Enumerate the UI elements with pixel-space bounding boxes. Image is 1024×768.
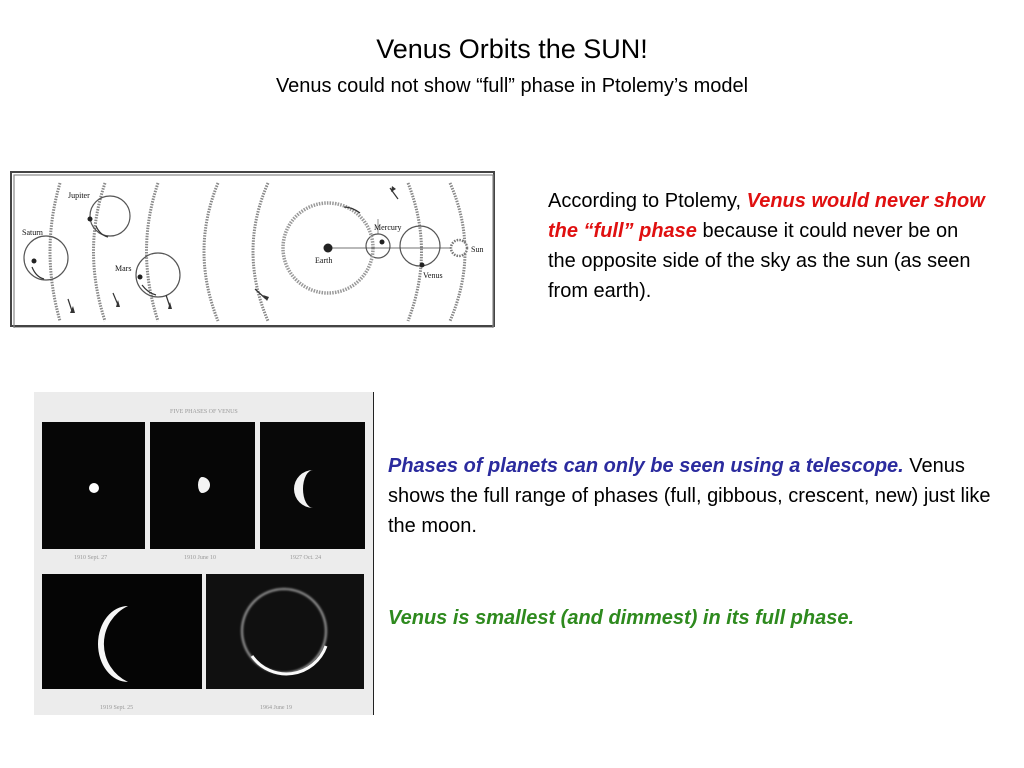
smallest-statement: Venus is smallest (and dimmest) in its full phase. <box>388 607 855 629</box>
ptolemy-rest: because it could never be on the opposite side of the sky as the sun (as seen from earth). <box>548 220 971 302</box>
venus-label: Venus <box>423 271 443 280</box>
photo-header: FIVE PHASES OF VENUS <box>170 409 238 415</box>
sun-label: Sun <box>471 245 484 254</box>
slide-title: Venus Orbits the SUN! <box>376 34 648 64</box>
phase-full <box>89 483 99 493</box>
caption-4: 1919 Sept. 25 <box>100 705 134 711</box>
phases-paragraph <box>388 451 1008 541</box>
caption-3: 1927 Oct. 24 <box>290 555 322 561</box>
mercury-label: Mercury <box>374 223 402 232</box>
phases-emphasis: Phases of planets can only be seen using a telescope. <box>388 455 904 477</box>
caption-2: 1910 June 10 <box>184 555 216 561</box>
earth-label: Earth <box>315 256 333 265</box>
ptolemy-intro: According to Ptolemy, <box>548 190 747 212</box>
ptolemy-diagram <box>10 171 496 328</box>
venus-phases-photo <box>34 392 374 715</box>
caption-5: 1964 June 19 <box>260 705 292 711</box>
earth-dot <box>324 244 333 253</box>
jupiter-label: Jupiter <box>68 191 90 200</box>
caption-1: 1910 Sept. 27 <box>74 555 108 561</box>
saturn-label: Saturn <box>22 228 43 237</box>
phases-rest: Venus shows the full range of phases (full, gibbous, crescent, new) just like the moon. <box>388 455 991 537</box>
slide-subtitle: Venus could not show “full” phase in Ptolemy’s model <box>275 75 749 97</box>
ptolemy-paragraph <box>548 186 988 306</box>
ptolemy-emphasis: Venus would never show the “full” phase <box>548 190 985 242</box>
mars-label: Mars <box>115 264 132 273</box>
